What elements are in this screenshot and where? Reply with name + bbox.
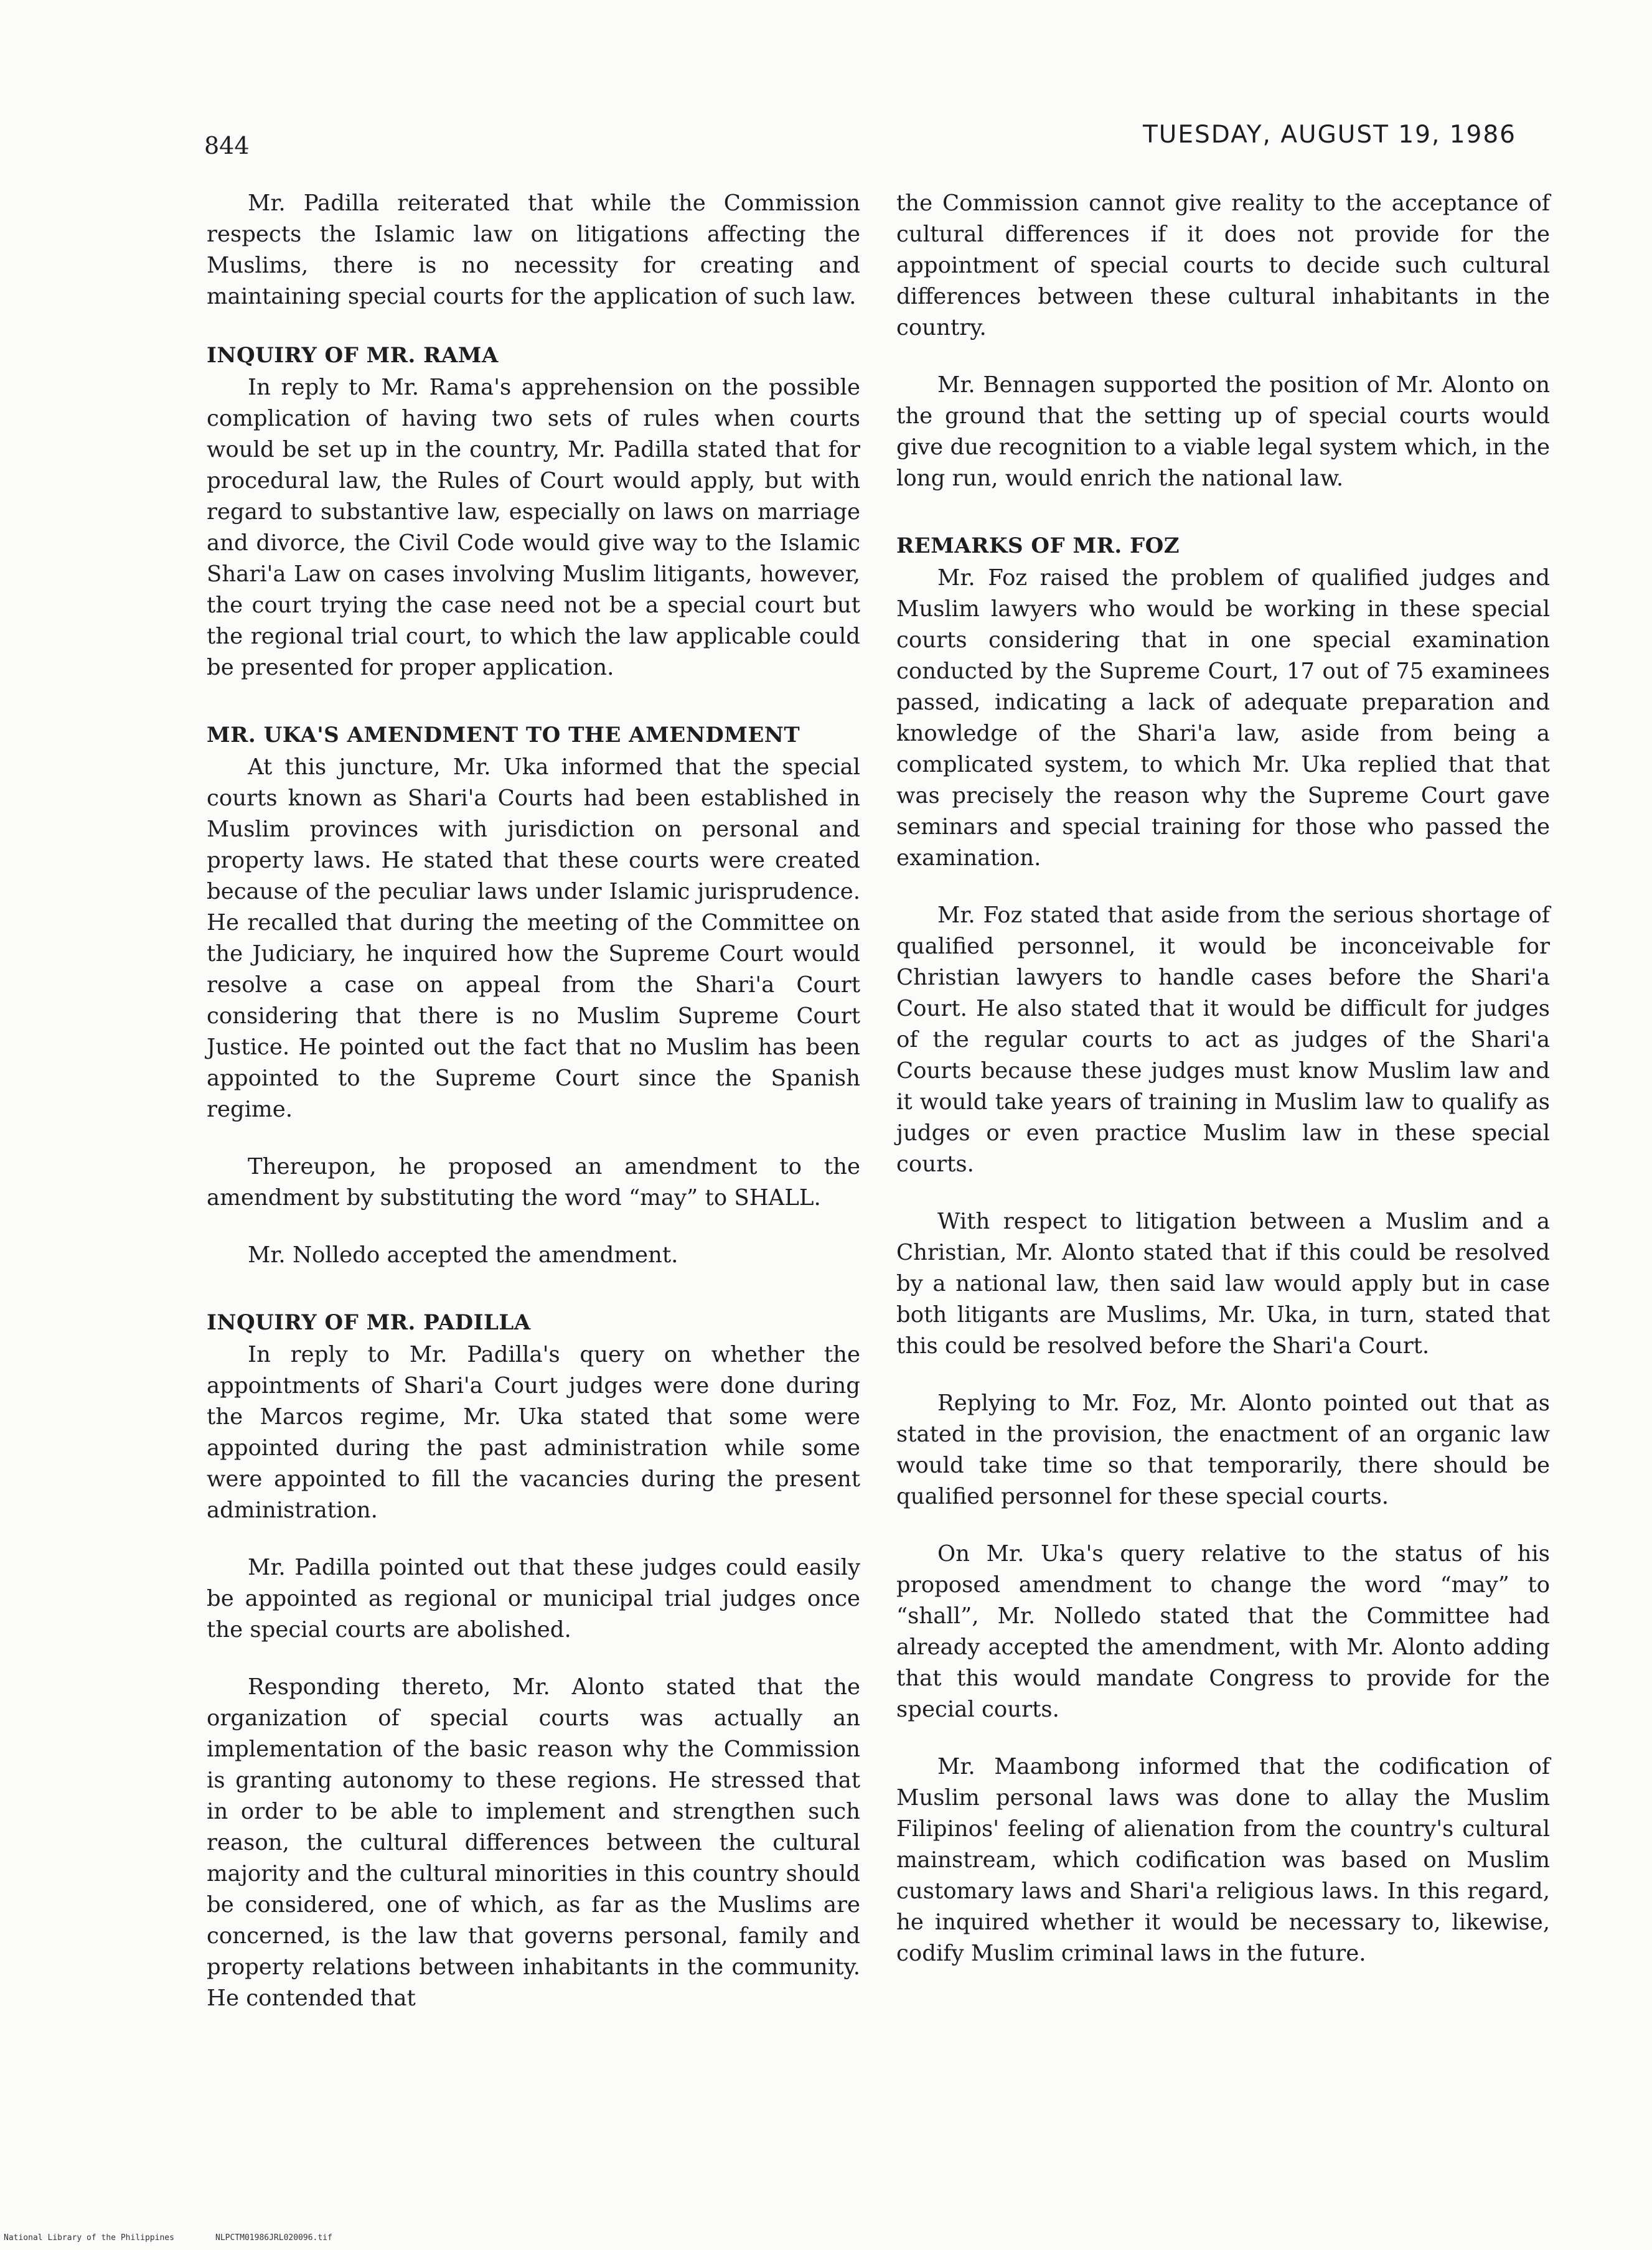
paragraph: Mr. Foz raised the problem of qualified judges and Muslim lawyers who would be working in these special courts considering that in one special examination conducted by the Supreme Court, 17 out of 75 examinees passed, indicating a lack of adequate preparation and knowledge of the Shari'a law, aside from being a complicated system, to which Mr. Uka replied that that was precisely the reason why the Supreme Court gave seminars and special training for those who passed the examination. — [896, 565, 1550, 871]
paragraph: In reply to Mr. Rama's apprehension on the possible complication of having two sets of rules when courts would be set up in the country, Mr. Padilla stated that for procedural law, the Rules of Court would apply, but with regard to substantive law, especially on laws on marriage and divorce, the Civil Code would give way to the Islamic Shari'a Law on cases involving Muslim litigants, however, the court trying the case need not be a special court but the regional trial court, to which the law applicable could be presented for proper application. — [207, 375, 860, 680]
paragraph: Mr. Padilla reiterated that while the Commission respects the Islamic law on litigations affecting the Muslims, there is no necessity for creating and maintaining special courts for the application of such law. — [207, 190, 860, 309]
section-heading: INQUIRY OF MR. PADILLA — [207, 1310, 531, 1335]
footer-library-credit: National Library of the Philippines — [4, 2233, 174, 2243]
paragraph: On Mr. Uka's query relative to the status of his proposed amendment to change the word “may” to “shall”, Mr. Nolledo stated that the Committee had already accepted the amendment, with Mr. Alonto adding that this would mandate Congress to provide for the special courts. — [896, 1541, 1550, 1722]
paragraph: Mr. Nolledo accepted the amendment. — [248, 1242, 678, 1268]
paragraph: Mr. Foz stated that aside from the serious shortage of qualified personnel, it would be inconceivable for Christian lawyers to handle cases before the Shari'a Court. He also stated that it would be difficult for judges of the regular courts to act as judges of the Shari'a Courts because these judges must know Muslim law and it would take years of training in Muslim law to qualify as judges or even practice Muslim law in these special courts. — [896, 902, 1550, 1177]
page-number: 844 — [204, 132, 250, 159]
footer-file-name: NLPCTM01986JRL020096.tif — [215, 2233, 332, 2243]
paragraph: Mr. Padilla pointed out that these judges could easily be appointed as regional or municipal trial judges once the special courts are abolished. — [207, 1555, 860, 1643]
paragraph: With respect to litigation between a Muslim and a Christian, Mr. Alonto stated that if this could be resolved by a national law, then said law would apply but in case both litigants are Muslims, Mr. Uka, in turn, stated that this could be resolved before the Shari'a Court. — [896, 1209, 1550, 1359]
paragraph: Replying to Mr. Foz, Mr. Alonto pointed out that as stated in the provision, the enactment of an organic law would take time so that temporarily, there should be qualified personnel for these special courts. — [896, 1390, 1550, 1509]
paragraph: Responding thereto, Mr. Alonto stated that the organization of special courts was actually an implementation of the basic reason why the Commission is granting autonomy to these regions. He stressed that in order to be able to implement and strengthen such reason, the cultural differences between the cultural majority and the cultural minorities in this country should be considered, one of which, as far as the Muslims are concerned, is the law that governs personal, family and property relations between inhabitants in the community. He contended that — [207, 1674, 860, 2011]
section-heading: REMARKS OF MR. FOZ — [896, 533, 1180, 558]
section-heading: INQUIRY OF MR. RAMA — [207, 343, 499, 368]
paragraph: In reply to Mr. Padilla's query on whether the appointments of Shari'a Court judges were done during the Marcos regime, Mr. Uka stated that some were appointed during the past administration while some were appointed to fill the vacancies during the present administration. — [207, 1342, 860, 1523]
left-column — [207, 188, 860, 2014]
paragraph: At this juncture, Mr. Uka informed that the special courts known as Shari'a Courts had been established in Muslim provinces with jurisdiction on personal and property laws. He stated that these courts were created because of the peculiar laws under Islamic jurisprudence. He recalled that during the meeting of the Committee on the Judiciary, he inquired how the Supreme Court would resolve a case on appeal from the Shari'a Court considering that there is no Muslim Supreme Court Justice. He pointed out the fact that no Muslim has been appointed to the Supreme Court since the Spanish regime. — [207, 754, 860, 1122]
paragraph: Mr. Bennagen supported the position of Mr. Alonto on the ground that the setting up of special courts would give due recognition to a viable legal system which, in the long run, would enrich the national law. — [896, 372, 1550, 491]
running-date: TUESDAY, AUGUST 19, 1986 — [1142, 121, 1516, 149]
paragraph: Mr. Maambong informed that the codification of Muslim personal laws was done to allay the Muslim Filipinos' feeling of alienation from the country's cultural mainstream, which codification was based on Muslim customary laws and Shari'a religious laws. In this regard, he inquired whether it would be necessary to, likewise, codify Muslim criminal laws in the future. — [896, 1754, 1550, 1966]
paragraph: Thereupon, he proposed an amendment to the amendment by substituting the word “may” to SHALL. — [207, 1154, 860, 1211]
paragraph: the Commission cannot give reality to the acceptance of cultural differences if it does not provide for the appointment of special courts to decide such cultural differences between these cultural inhabitants in the country. — [896, 190, 1550, 340]
right-column — [896, 188, 1550, 1969]
section-heading: MR. UKA'S AMENDMENT TO THE AMENDMENT — [207, 723, 800, 748]
